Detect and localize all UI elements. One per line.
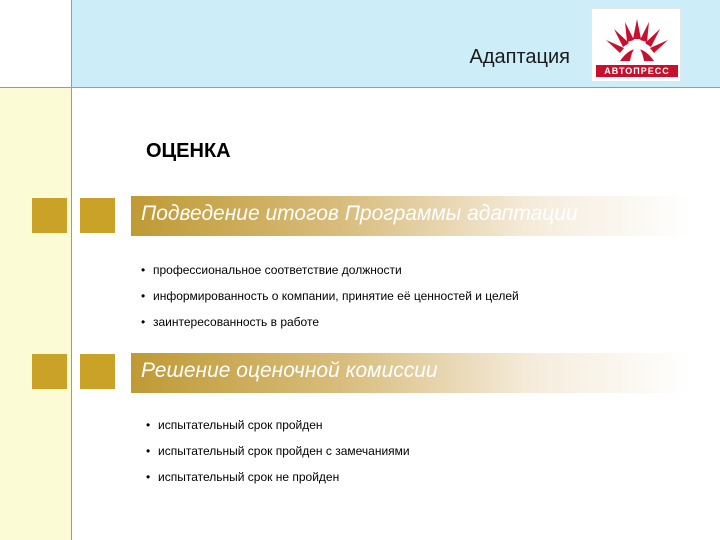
gold-marker-square [80,198,115,233]
left-sidebar-band [0,88,72,540]
list-item: • испытательный срок пройден [146,412,410,438]
banner-title: Подведение итогов Программы адаптации [141,202,578,225]
list-item: • испытательный срок пройден с замечаниями [146,438,410,464]
gold-marker-square [32,198,67,233]
list-item: • информированность о компании, принятие её ценностей и целей [141,283,519,309]
list-item: • профессиональное соответствие должности [141,257,519,283]
banner-title: Решение оценочной комиссии [141,359,438,382]
slide-title: Адаптация [469,46,570,68]
section-heading: ОЦЕНКА [146,140,231,162]
bullet-list [146,412,410,490]
list-item: • испытательный срок не пройден [146,464,410,490]
gold-marker-square [32,354,67,389]
logo-wordmark: АВТОПРЕСС [596,65,678,77]
list-item: • заинтересованность в работе [141,309,519,335]
company-logo [591,8,681,82]
corner-panel [0,0,72,88]
bullet-list [141,257,519,335]
banner-commission [131,353,691,393]
banner-summary [131,196,691,236]
gold-marker-square [80,354,115,389]
